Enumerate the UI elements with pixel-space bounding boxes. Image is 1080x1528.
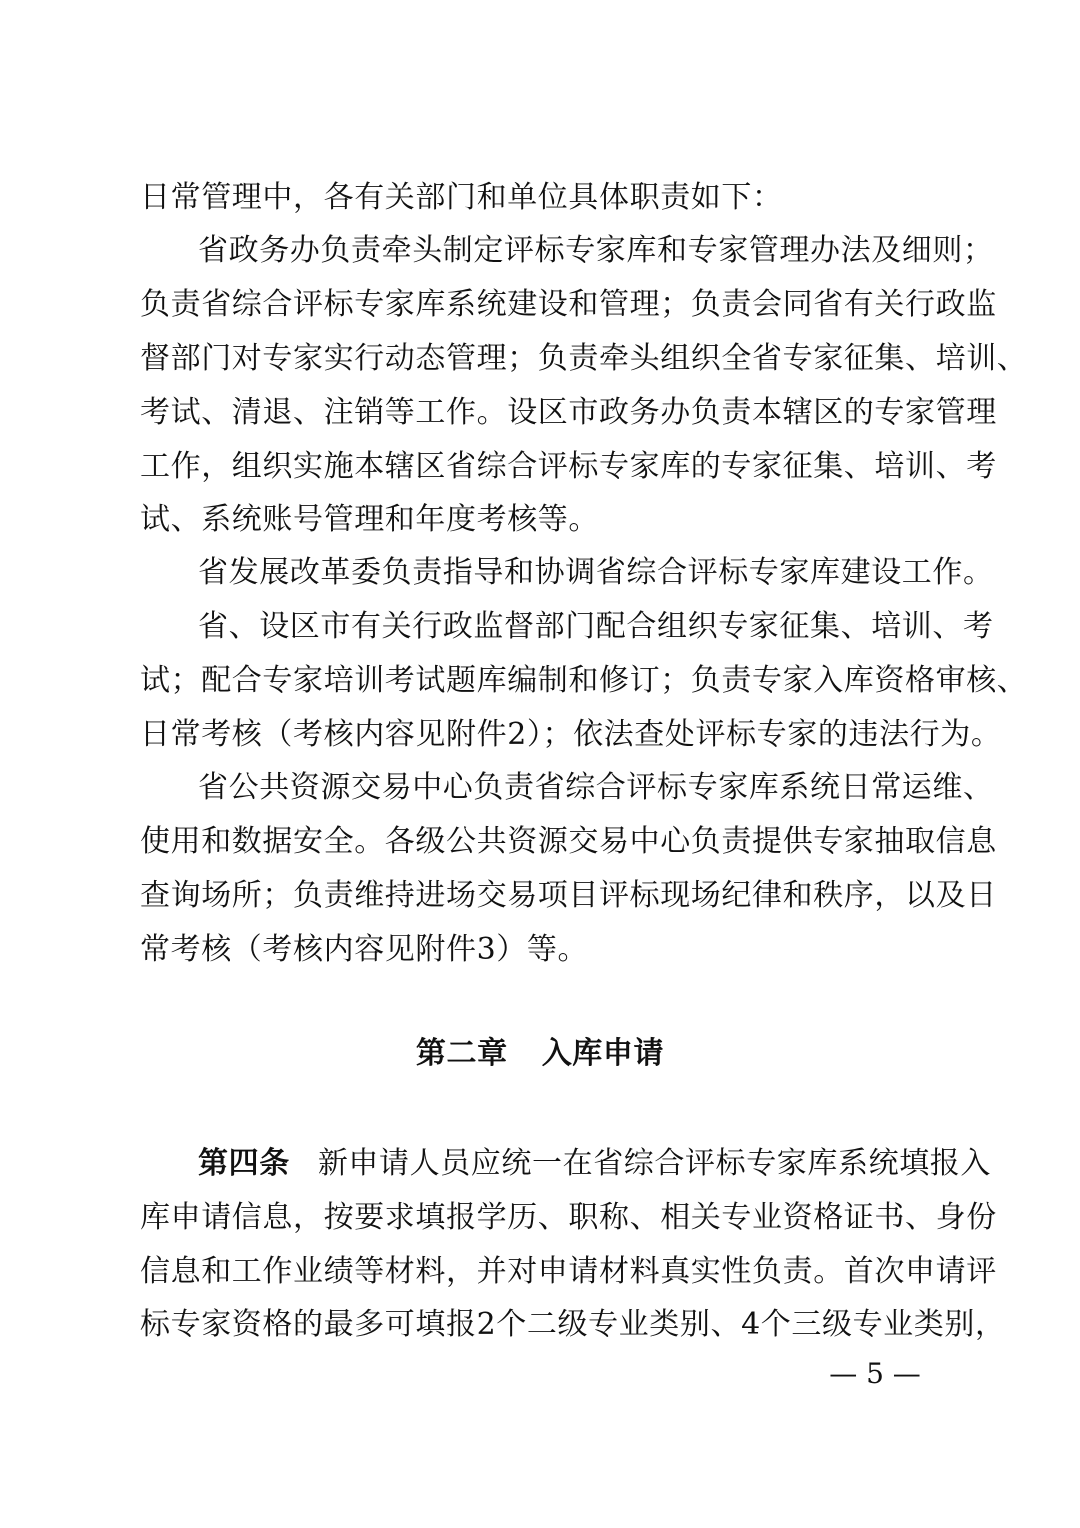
body-text-line: 督部门对专家实行动态管理；负责牵头组织全省专家征集、培训、 — [140, 341, 1028, 376]
page-number: — 5 — — [829, 1357, 921, 1390]
body-text-line: 常考核（考核内容见附件3）等。 — [140, 932, 589, 967]
article-first-line-text: 新申请人员应统一在省综合评标专家库系统填报入 — [317, 1146, 992, 1181]
body-text-line: 考试、清退、注销等工作。设区市政务办负责本辖区的专家管理 — [140, 395, 997, 430]
chapter-heading — [140, 1034, 940, 1074]
body-text-line: 使用和数据安全。各级公共资源交易中心负责提供专家抽取信息 — [140, 824, 997, 859]
body-text-line: 日常管理中，各有关部门和单位具体职责如下： — [140, 180, 783, 215]
body-text-line: 负责省综合评标专家库系统建设和管理；负责会同省有关行政监 — [140, 287, 997, 322]
chapter-number: 第二章 — [415, 1036, 508, 1071]
body-text-line: 试；配合专家培训考试题库编制和修订；负责专家入库资格审核、 — [140, 663, 1028, 698]
body-text-line: 标专家资格的最多可填报2个二级专业类别、4个三级专业类别， — [140, 1307, 1006, 1342]
body-text-line: 工作，组织实施本辖区省综合评标专家库的专家征集、培训、考 — [140, 449, 997, 484]
article-label: 第四条 — [198, 1146, 290, 1181]
body-text-line: 省政务办负责牵头制定评标专家库和专家管理办法及细则； — [198, 233, 994, 268]
chapter-title: 入库申请 — [541, 1036, 665, 1071]
body-text-line: 查询场所；负责维持进场交易项目评标现场纪律和秩序，以及日 — [140, 878, 997, 913]
body-text-line: 库申请信息，按要求填报学历、职称、相关专业资格证书、身份 — [140, 1200, 997, 1235]
body-text-line: 省发展改革委负责指导和协调省综合评标专家库建设工作。 — [198, 555, 994, 590]
body-text-line: 日常考核（考核内容见附件2）；依法查处评标专家的违法行为。 — [140, 717, 1002, 752]
body-text-line: 省、设区市有关行政监督部门配合组织专家征集、培训、考 — [198, 609, 994, 644]
body-text-line: 信息和工作业绩等材料，并对申请材料真实性负责。首次申请评 — [140, 1254, 997, 1289]
body-text-line: 试、系统账号管理和年度考核等。 — [140, 502, 599, 537]
article-first-line — [198, 1144, 992, 1184]
body-text-line: 省公共资源交易中心负责省综合评标专家库系统日常运维、 — [198, 770, 994, 805]
